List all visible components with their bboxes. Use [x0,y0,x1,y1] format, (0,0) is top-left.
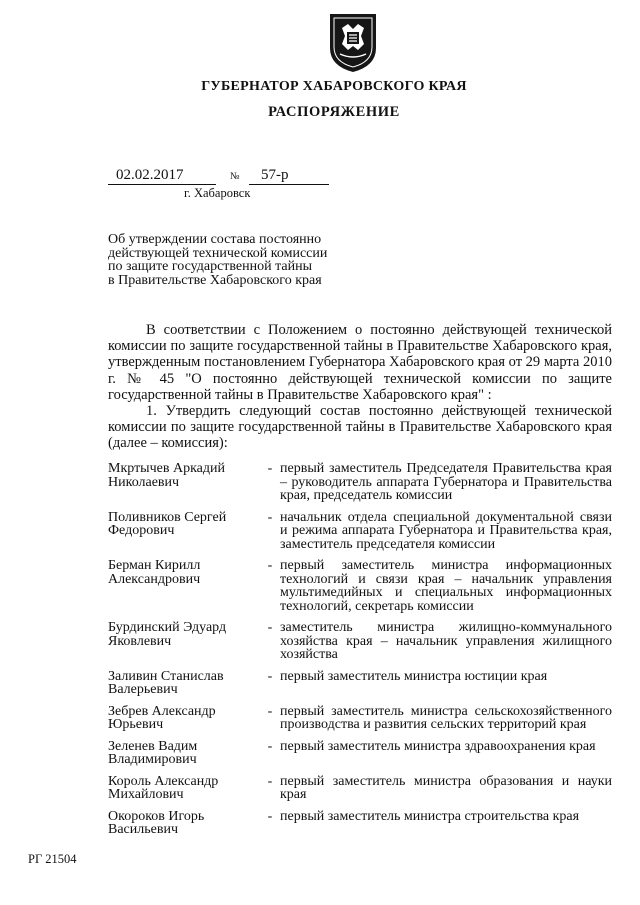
dash-separator: - [267,620,273,635]
dash-separator: - [267,668,273,684]
member-row [108,670,612,697]
dash-separator: - [267,808,273,824]
member-row [108,775,612,802]
document-type: РАСПОРЯЖЕНИЕ [268,104,400,120]
member-name: Бурдинский Эдуард Яковлевич [108,620,227,649]
member-row [108,740,612,767]
member-name: Зебрев Александр Юрьевич [108,703,216,732]
dash-separator: - [267,738,273,754]
body-paragraph: В соответствии с Положением о постоянно действующей технической комиссии по защите государственной тайны в Правительстве Хабаровского края, утвержденным постановлением Губернатора Хабаровского края от 29 марта 2010 г. № 45 "О постоянно действующей технической комиссии по защите государственной тайны в Правительстве Хабаровского края" : [108,322,612,403]
member-position: первый заместитель министра образования и науки края [280,773,612,802]
coat-of-arms-emblem-icon [328,12,378,74]
member-position: первый заместитель министра юстиции края [280,668,548,684]
dash-separator: - [267,461,273,476]
member-name: Король Александр Михайлович [108,773,219,802]
member-name: Окороков Игорь Васильевич [108,808,205,837]
member-row [108,621,612,662]
member-position: первый заместитель министра информационных технологий и связи края – начальник управления мультимедийных и специальных информационных технологий, секретарь комиссии [280,558,612,614]
member-row [108,705,612,732]
dash-separator: - [267,509,273,525]
member-position: первый заместитель министра сельскохозяйственного производства и развития сельских территорий края [280,703,612,732]
member-name: Зеленев Вадим Владимирович [108,738,198,767]
member-row [108,810,612,837]
document-subject [108,233,348,287]
subject-line: по защите государственной тайны [108,259,313,274]
member-position: первый заместитель Председателя Правительства края – руководитель аппарата Губернатора и Правительства края, председатель комиссии [280,461,612,503]
subject-line: в Правительстве Хабаровского края [108,272,322,288]
member-row [108,462,612,503]
document-number: 57-р [249,167,329,185]
subject-line: Об утверждении состава постоянно [108,232,322,247]
dash-separator: - [267,558,273,573]
body-paragraph: 1. Утвердить следующий состав постоянно действующей технической комиссии по защите государственной тайны в Правительстве Хабаровского края (далее – комиссия): [108,403,612,452]
subject-line: действующей технической комиссии [108,245,328,261]
number-sign: № [230,171,240,182]
dash-separator: - [267,703,273,719]
document-code: РГ 21504 [28,852,77,866]
member-name: Заливин Станислав Валерьевич [108,668,224,697]
document-city: г. Хабаровск [184,186,251,200]
member-position: заместитель министра жилищно-коммунального хозяйства края – начальник управления жилищного хозяйства [280,620,612,662]
member-row [108,511,612,552]
member-position: первый заместитель министра здравоохранения края [280,738,596,754]
member-name: Поливников Сергей Федорович [108,509,227,538]
member-name: Мкртычев Аркадий Николаевич [108,461,225,490]
document-date: 02.02.2017 [108,167,216,185]
member-position: первый заместитель министра строительства края [280,808,580,824]
organization-title: ГУБЕРНАТОР ХАБАРОВСКОГО КРАЯ [201,79,467,94]
commission-members-list [108,462,612,837]
member-row [108,559,612,613]
dash-separator: - [267,773,273,789]
document-body [108,322,612,452]
member-position: начальник отдела специальной документальной связи и режима аппарата Губернатора и Правительства края, заместитель председателя комиссии [280,509,612,552]
member-name: Берман Кирилл Александрович [108,558,201,587]
